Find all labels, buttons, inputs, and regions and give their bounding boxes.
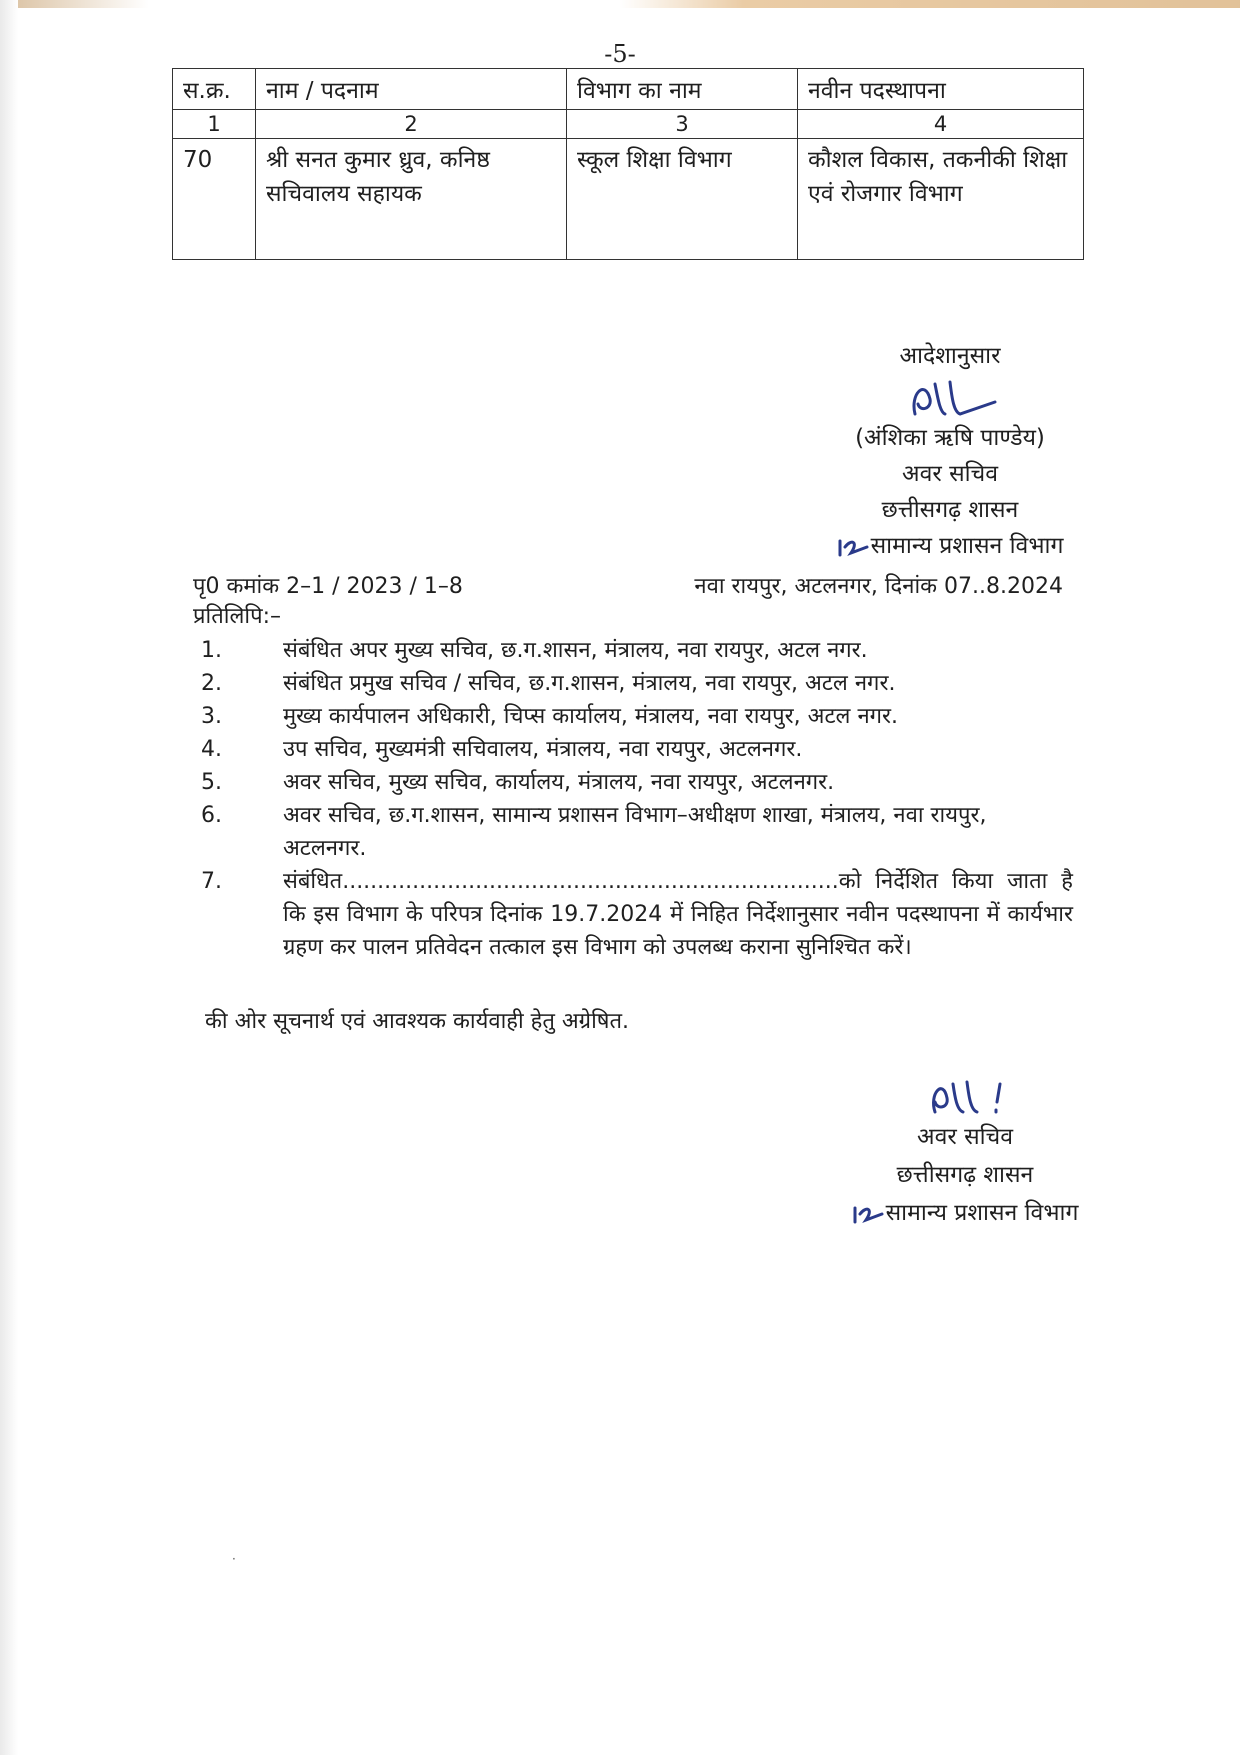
copy-list <box>193 634 1073 964</box>
handwritten-signature-icon <box>890 374 1010 420</box>
paper-speck: · <box>232 1552 236 1566</box>
table-column-number-row <box>173 110 1084 139</box>
header-department: विभाग का नाम <box>567 69 798 110</box>
handwritten-signature-icon <box>905 1072 1025 1118</box>
list-item: 2. संबंधित प्रमुख सचिव / सचिव, छ.ग.शासन, मंत्रालय, नवा रायपुर, अटल नगर. <box>201 671 896 696</box>
cell-sno: 70 <box>173 139 256 260</box>
reference-place-date: नवा रायपुर, अटलनगर, दिनांक 07..8.2024 <box>694 574 1063 599</box>
list-item: 4. उप सचिव, मुख्यमंत्री सचिवालय, मंत्रालय, नवा रायपुर, अटलनगर. <box>201 737 803 762</box>
initials-mark-icon <box>837 537 871 557</box>
signatory-designation: अवर सचिव <box>902 461 998 487</box>
table-header-row <box>173 69 1084 110</box>
reference-number: पृ0 कमांक 2–1 / 2023 / 1–8 <box>193 574 463 599</box>
list-item: 5. अवर सचिव, मुख्य सचिव, कार्यालय, मंत्रालय, नवा रायपुर, अटलनगर. <box>201 770 835 795</box>
header-new-posting: नवीन पदस्थापना <box>798 69 1084 110</box>
copy-to-heading: प्रतिलिपि:– <box>193 604 281 629</box>
list-item: 3. मुख्य कार्यपालन अधिकारी, चिप्स कार्यालय, मंत्रालय, नवा रायपुर, अटल नगर. <box>201 704 899 729</box>
signatory-name: (अंशिका ऋषि पाण्डेय) <box>855 425 1045 451</box>
column-number: 4 <box>798 110 1084 139</box>
signatory-designation: अवर सचिव <box>917 1124 1013 1150</box>
signatory-department: सामान्य प्रशासन विभाग <box>815 1194 1115 1232</box>
table-row <box>173 139 1084 260</box>
header-name: नाम / पदनाम <box>256 69 567 110</box>
by-order-text: आदेशानुसार <box>899 343 1001 369</box>
forwarding-note: की ओर सूचनार्थ एवं आवश्यक कार्यवाही हेतु अग्रेषित. <box>205 1009 630 1034</box>
column-number: 3 <box>567 110 798 139</box>
list-item: 6. अवर सचिव, छ.ग.शासन, सामान्य प्रशासन विभाग–अधीक्षण शाखा, मंत्रालय, नवा रायपुर, अटलनगर. <box>201 803 987 861</box>
signature-block-1 <box>800 338 1100 564</box>
header-sno: स.क्र. <box>173 69 256 110</box>
paper-left-shadow <box>0 0 18 1755</box>
signatory-department: सामान्य प्रशासन विभाग <box>800 528 1100 564</box>
page-number: -5- <box>604 40 636 68</box>
list-item: 7. संबंधित.......................................................................को निर्देशित किया जाता है कि इस विभाग के परिपत्र दिनांक 19.7.2024 में निहित निर्देशानुसार नवीन पदस्थापना में कार्यभार ग्रहण कर पालन प्रतिवेदन तत्काल इस विभाग को उपलब्ध कराना सुनिश्चित करें। <box>201 869 1073 960</box>
cell-new-posting: कौशल विकास, तकनीकी शिक्षा एवं रोजगार विभाग <box>798 139 1084 260</box>
signature-block-2 <box>815 1072 1115 1232</box>
initials-mark-icon <box>852 1204 886 1224</box>
cell-name-designation: श्री सनत कुमार ध्रुव, कनिष्ठ सचिवालय सहायक <box>256 139 567 260</box>
column-number: 1 <box>173 110 256 139</box>
posting-table <box>172 68 1084 260</box>
signatory-government: छत्तीसगढ़ शासन <box>881 497 1019 523</box>
list-item: 1. संबंधित अपर मुख्य सचिव, छ.ग.शासन, मंत्रालय, नवा रायपुर, अटल नगर. <box>201 638 868 663</box>
signatory-government: छत्तीसगढ़ शासन <box>896 1162 1034 1188</box>
column-number: 2 <box>256 110 567 139</box>
cell-department: स्कूल शिक्षा विभाग <box>567 139 798 260</box>
paper-top-edge <box>0 0 1240 8</box>
